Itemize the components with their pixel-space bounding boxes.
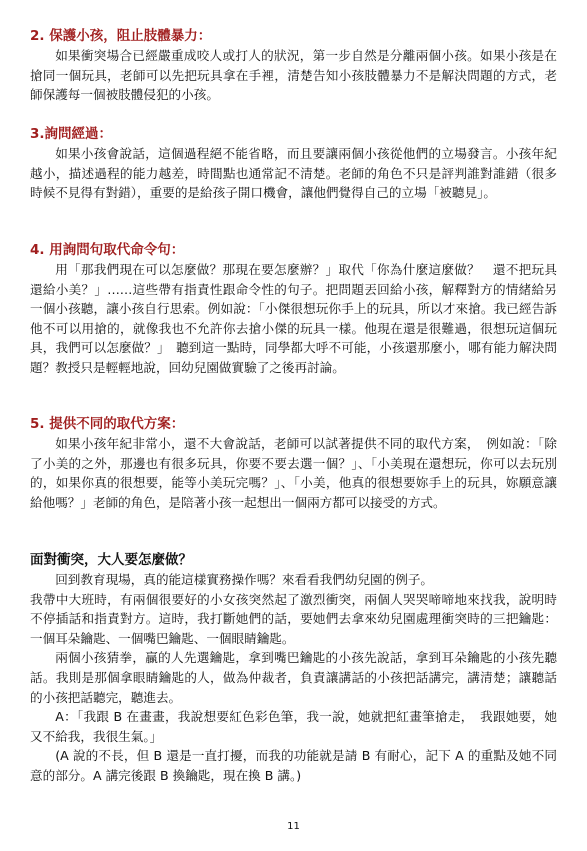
section-heading: 3.詢問經過： [30, 126, 113, 142]
paragraph: 回到教育現場，真的能這樣實務操作嗎？來看看我們幼兒園的例子。 [55, 572, 433, 587]
section-heading: 4. 用詢問句取代命令句： [30, 242, 185, 258]
paragraph: 如果衝突場合已經嚴重成咬人或打人的狀況，第一步自然是分離兩個小孩。如果小孩是在搶同一個玩具，老師可以先把玩具拿在手裡，清楚告知小孩肢體暴力不是解決問題的方式，老師保護每一個被肢體侵犯的小孩。 [30, 48, 557, 103]
page-number: 11 [287, 821, 300, 832]
paragraph: 我帶中大班時，有兩個很要好的小女孩突然起了激烈衝突，兩個人哭哭啼啼地來找我，說明時不停插話和指責對方。這時，我打斷她們的話，要她們去拿來幼兒園處理衝突時的三把鑰匙：一個耳朵鑰匙、一個嘴巴鑰匙、一個眼睛鑰匙。 [30, 591, 557, 646]
paragraph: 兩個小孩猜拳，贏的人先選鑰匙，拿到嘴巴鑰匙的小孩先說話，拿到耳朵鑰匙的小孩先聽話。我則是那個拿眼睛鑰匙的人，做為仲裁者，負責讓講話的小孩把話講完，講清楚；讓聽話的小孩把話聽完，聽進去。 [30, 650, 557, 705]
section-heading: 5. 提供不同的取代方案： [30, 416, 185, 432]
section-ask-process [30, 124, 557, 203]
paragraph: (A 說的不長，但 B 還是一直打擾，而我的功能就是請 B 有耐心，記下 A 的重點及她不同意的部分。A 講完後跟 B 換鑰匙，現在換 B 講。) [30, 748, 557, 783]
section-heading: 2. 保護小孩，阻止肢體暴力： [30, 28, 212, 44]
section-protect-child [30, 26, 557, 105]
section-question-instead-of-command [30, 240, 557, 378]
paragraph: 如果小孩會說話，這個過程絕不能省略，而且要讓兩個小孩從他們的立場發言。小孩年紀越小，描述過程的能力越差，時間點也通常記不清楚。老師的角色不只是評判誰對誰錯（很多時候不見得有對錯），重要的是給孩子開口機會，讓他們覺得自己的立場「被聽見」。 [30, 146, 557, 201]
paragraph: 如果小孩年紀非常小，還不大會說話，老師可以試著提供不同的取代方案， 例如說：「除了小美的之外，那邊也有很多玩具，你要不要去選一個？」、「小美現在還想玩，你可以去玩別的，如果你真的很想要，能等小美玩完嗎？」、「小美，他真的很想要妳手上的玩具，妳願意讓給他嗎？」老師的角色，是陪著小孩一起想出一個兩方都可以接受的方式。 [30, 436, 557, 510]
dialogue-line: A：「我跟 B 在畫畫，我說想要紅色彩色筆，我一說，她就把紅畫筆搶走， 我跟她要，她又不給我，我很生氣。」 [30, 709, 557, 744]
section-alternative-options [30, 414, 557, 512]
section-heading: 面對衝突，大人要怎麼做？ [30, 552, 192, 568]
paragraph: 用「那我們現在可以怎麼做？那現在要怎麼辦？」取代「你為什麼這麼做？ 還不把玩具還給小美？」……這些帶有指責性跟命令性的句子。把問題丟回給小孩，解釋對方的情緒給另一個小孩聽，讓小孩自行思索。例如說：「小傑很想玩你手上的玩具，所以才來搶。我已經告訴他不可以用搶的，就像我也不允許你去搶小傑的玩具一樣。他現在還是很難過，很想玩這個玩具，我們可以怎麼做？」 聽到這一點時，同學都大呼不可能，小孩還那麼小，哪有能力解決問題？教授只是輕輕地說，回幼兒園做實驗了之後再討論。 [30, 262, 557, 375]
section-adults-response [30, 550, 557, 786]
